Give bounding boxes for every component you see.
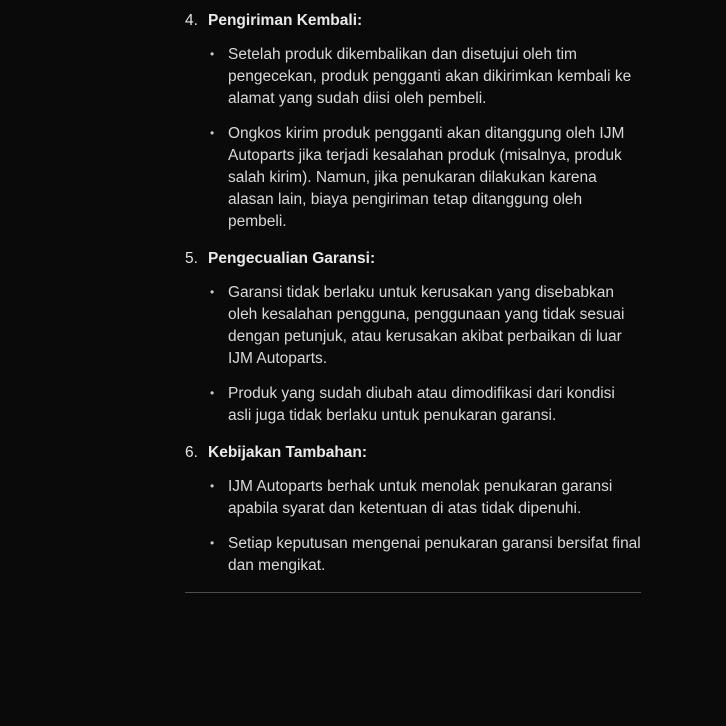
section-title-colon: : bbox=[361, 444, 368, 461]
section-title: Pengiriman Kembali bbox=[208, 12, 358, 29]
bullet-text: Setelah produk dikembalikan dan disetujui oleh tim pengecekan, produk pengganti akan dikirimkan kembali ke alamat yang sudah diisi oleh pembeli. bbox=[228, 46, 632, 107]
section-kebijakan-tambahan bbox=[185, 442, 641, 577]
bullet-item bbox=[185, 476, 641, 520]
bullet-icon: • bbox=[210, 386, 215, 400]
section-title: Kebijakan Tambahan bbox=[208, 444, 362, 461]
bullet-icon: • bbox=[210, 479, 215, 493]
bullet-icon: • bbox=[210, 536, 215, 550]
bullet-item bbox=[185, 123, 641, 233]
bullet-item bbox=[185, 533, 641, 577]
section-number: 6. bbox=[185, 444, 198, 461]
section-heading bbox=[185, 248, 641, 270]
bullet-icon: • bbox=[210, 126, 215, 140]
section-title-colon: : bbox=[369, 250, 376, 267]
bullet-item bbox=[185, 282, 641, 370]
policy-text-block bbox=[185, 10, 641, 593]
bullet-text: Setiap keputusan mengenai penukaran garansi bersifat final dan mengikat. bbox=[228, 535, 641, 574]
section-title-wrap bbox=[208, 10, 362, 32]
bullet-item bbox=[185, 44, 641, 110]
section-pengecualian-garansi bbox=[185, 248, 641, 427]
bullet-text: IJM Autoparts berhak untuk menolak penukaran garansi apabila syarat dan ketentuan di atas tidak dipenuhi. bbox=[228, 478, 613, 517]
section-number: 4. bbox=[185, 12, 198, 29]
section-title-wrap bbox=[208, 248, 375, 270]
section-pengiriman-kembali bbox=[185, 10, 641, 233]
section-heading bbox=[185, 10, 641, 32]
section-title: Pengecualian Garansi bbox=[208, 250, 370, 267]
bullet-text: Garansi tidak berlaku untuk kerusakan yang disebabkan oleh kesalahan pengguna, penggunaan yang tidak sesuai dengan petunjuk, atau kerusakan akibat perbaikan di luar IJM Autoparts. bbox=[228, 284, 625, 367]
bullet-item bbox=[185, 383, 641, 427]
section-title-wrap bbox=[208, 442, 367, 464]
message-divider bbox=[185, 592, 641, 593]
bullet-icon: • bbox=[210, 285, 215, 299]
bullet-text: Produk yang sudah diubah atau dimodifikasi dari kondisi asli juga tidak berlaku untuk penukaran garansi. bbox=[228, 385, 615, 424]
section-number: 5. bbox=[185, 250, 198, 267]
bullet-icon: • bbox=[210, 47, 215, 61]
section-title-colon: : bbox=[357, 12, 363, 29]
bullet-text: Ongkos kirim produk pengganti akan ditanggung oleh IJM Autoparts jika terjadi kesalahan produk (misalnya, produk salah kirim). Namun, jika penukaran dilakukan karena alasan lain, biaya pengiriman tetap ditanggung oleh pembeli. bbox=[228, 125, 625, 230]
section-heading bbox=[185, 442, 641, 464]
